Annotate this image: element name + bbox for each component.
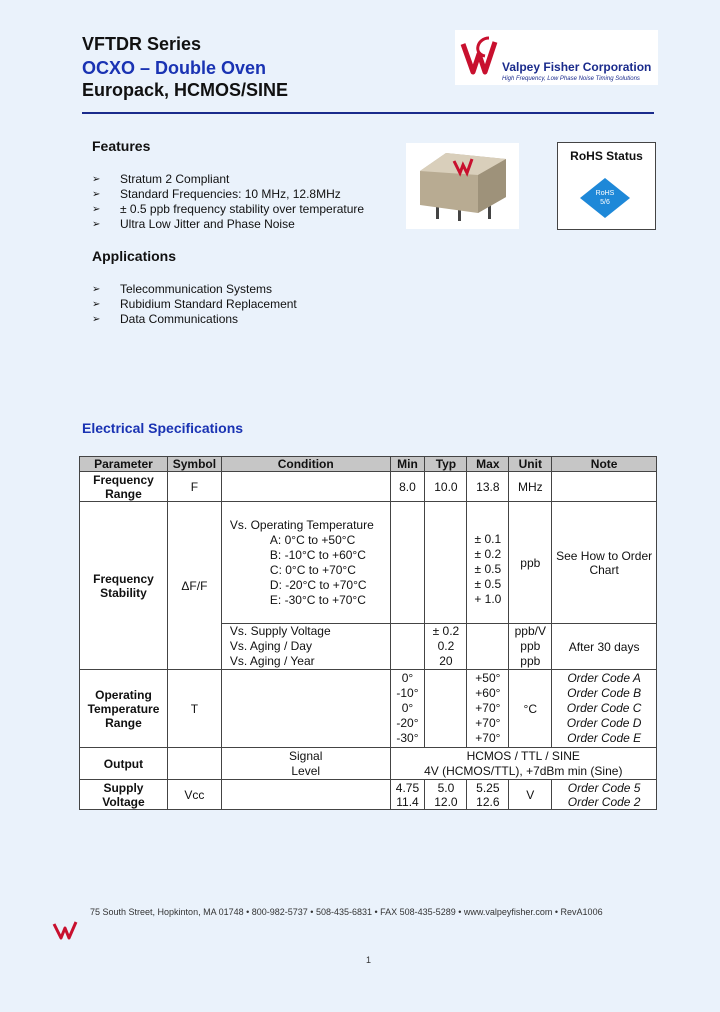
rohs-status-box: [557, 142, 656, 230]
cell-min: 8.0: [390, 472, 425, 502]
cell-min: -30°: [396, 731, 419, 745]
cell-max: ± 0.2: [474, 547, 502, 561]
cell-note: After 30 days: [552, 624, 657, 670]
cell-unit: °C: [509, 670, 552, 748]
cell-max: +70°: [475, 701, 501, 715]
condition-heading: Vs. Operating Temperature: [229, 517, 374, 532]
cell-max: 5.25: [476, 780, 500, 795]
footer-logo-icon: [52, 918, 78, 942]
cell-max: +50°: [475, 671, 501, 685]
cell-typ: 10.0: [425, 472, 467, 502]
package-title: Europack, HCMOS/SINE: [82, 80, 289, 100]
output-level: 4V (HCMOS/TTL), +7dBm min (Sine): [424, 763, 623, 778]
param-supply-voltage: Supply Voltage: [80, 780, 168, 810]
cell-max: ± 0.1: [474, 532, 502, 546]
cell-max: 13.8: [467, 472, 509, 502]
temp-range: 0°C to +70°C: [285, 562, 356, 577]
cell-symbol: Vcc: [167, 780, 221, 810]
table-row: [80, 670, 657, 748]
cell-typ: 5.0: [437, 780, 455, 795]
cell-max: 12.6: [476, 794, 500, 809]
oscillator-image: [406, 143, 519, 229]
list-item: ➢ Data Communications: [92, 312, 297, 327]
header-typ: Typ: [425, 457, 467, 472]
vfc-logo-icon: [459, 32, 499, 84]
param-frequency-stability: Frequency Stability: [80, 502, 168, 670]
cell-typ: 0.2: [437, 639, 455, 653]
cell-note: Order Code 2: [567, 794, 641, 809]
header-note: Note: [552, 457, 657, 472]
condition-text: Vs. Supply Voltage: [229, 624, 331, 638]
series-title: VFTDR Series: [82, 34, 202, 54]
table-row: [80, 780, 657, 810]
product-subtitle: OCXO – Double Oven: [82, 58, 267, 78]
cell-unit: ppb: [520, 654, 541, 668]
temp-range: -10°C to +60°C: [284, 547, 366, 562]
cell-unit: ppb: [509, 502, 552, 624]
cell-note: See How to Order Chart: [552, 502, 657, 624]
header-max: Max: [467, 457, 509, 472]
header-min: Min: [390, 457, 425, 472]
header-symbol: Symbol: [167, 457, 221, 472]
company-tagline: High Frequency, Low Phase Noise Timing Solutions: [502, 76, 640, 82]
condition-text: Vs. Aging / Year: [229, 654, 315, 668]
applications-heading: Applications: [92, 248, 177, 264]
cell-min: -10°: [396, 686, 419, 700]
cell-max: +70°: [475, 716, 501, 730]
rohs-badge-line1: RoHS: [595, 190, 615, 197]
rohs-badge-line2: 5/6: [600, 199, 610, 206]
electrical-specs-heading: Electrical Specifications: [82, 420, 244, 436]
temp-code: B:: [269, 547, 282, 562]
applications-list: [92, 282, 297, 327]
temp-code: C:: [269, 562, 282, 577]
cell-min: 0°: [401, 701, 414, 715]
output-signal: HCMOS / TTL / SINE: [466, 748, 580, 763]
header-condition: Condition: [221, 457, 390, 472]
cell-symbol: ΔF/F: [167, 502, 221, 670]
temp-code: D:: [269, 577, 282, 592]
table-row: [80, 748, 657, 780]
cell-note: Order Code B: [567, 686, 642, 700]
footer-address: 75 South Street, Hopkinton, MA 01748 • 800-982-5737 • 508-435-6831 • FAX 508-435-5289 • www.valpeyfisher.com • RevA1006: [90, 907, 603, 917]
cell-note: Order Code D: [566, 716, 642, 730]
header-divider: [82, 112, 654, 114]
cell-max: +70°: [475, 731, 501, 745]
company-name: Valpey Fisher Corporation: [502, 60, 652, 74]
cell-max: ± 0.5: [474, 562, 502, 576]
cell-note: Order Code C: [566, 701, 642, 715]
param-frequency-range: Frequency Range: [80, 472, 168, 502]
list-item: ➢ Ultra Low Jitter and Phase Noise: [92, 217, 364, 232]
list-item: ➢ ± 0.5 ppb frequency stability over temperature: [92, 202, 364, 217]
list-item: ➢ Stratum 2 Compliant: [92, 172, 364, 187]
cell-note: Order Code A: [567, 671, 641, 685]
cell-note: Order Code E: [567, 731, 642, 745]
cell-min: 0°: [401, 671, 414, 685]
list-item: ➢ Standard Frequencies: 10 MHz, 12.8MHz: [92, 187, 364, 202]
cell-typ: 12.0: [434, 794, 458, 809]
cell-min: 4.75: [395, 780, 420, 795]
temp-code: A:: [269, 532, 282, 547]
cell-min: -20°: [396, 716, 419, 730]
table-row: [80, 472, 657, 502]
rohs-title: RoHS Status: [570, 149, 643, 163]
company-logo: [455, 30, 658, 85]
cell-typ: 20: [439, 654, 453, 668]
header-unit: Unit: [509, 457, 552, 472]
temp-range: -30°C to +70°C: [284, 592, 366, 607]
cell-unit: V: [509, 780, 552, 810]
temp-range: -20°C to +70°C: [285, 577, 367, 592]
condition-text: Signal: [289, 748, 323, 763]
cell-max: + 1.0: [474, 592, 502, 606]
cell-note: Order Code 5: [567, 780, 641, 795]
page-number: 1: [366, 955, 372, 965]
table-header-row: [80, 457, 657, 472]
cell-min: 11.4: [396, 794, 419, 809]
temp-range: 0°C to +50°C: [284, 532, 356, 547]
cell-symbol: F: [167, 472, 221, 502]
list-item: ➢ Telecommunication Systems: [92, 282, 297, 297]
cell-max: +60°: [475, 686, 501, 700]
temp-code: E:: [269, 592, 282, 607]
header-parameter: Parameter: [80, 457, 168, 472]
table-row: [80, 502, 657, 624]
cell-unit: MHz: [509, 472, 552, 502]
product-photo: [406, 143, 519, 229]
electrical-specs-table: [79, 456, 657, 810]
cell-symbol: T: [167, 670, 221, 748]
cell-typ: ± 0.2: [432, 624, 460, 638]
cell-max: ± 0.5: [474, 577, 502, 591]
condition-text: Level: [291, 763, 321, 778]
param-output: Output: [80, 748, 168, 780]
features-list: [92, 172, 364, 232]
param-operating-temperature: Operating Temperature Range: [80, 670, 168, 748]
features-heading: Features: [92, 138, 151, 154]
cell-unit: ppb/V: [514, 624, 546, 638]
cell-unit: ppb: [520, 639, 541, 653]
condition-text: Vs. Aging / Day: [229, 639, 312, 653]
list-item: ➢ Rubidium Standard Replacement: [92, 297, 297, 312]
